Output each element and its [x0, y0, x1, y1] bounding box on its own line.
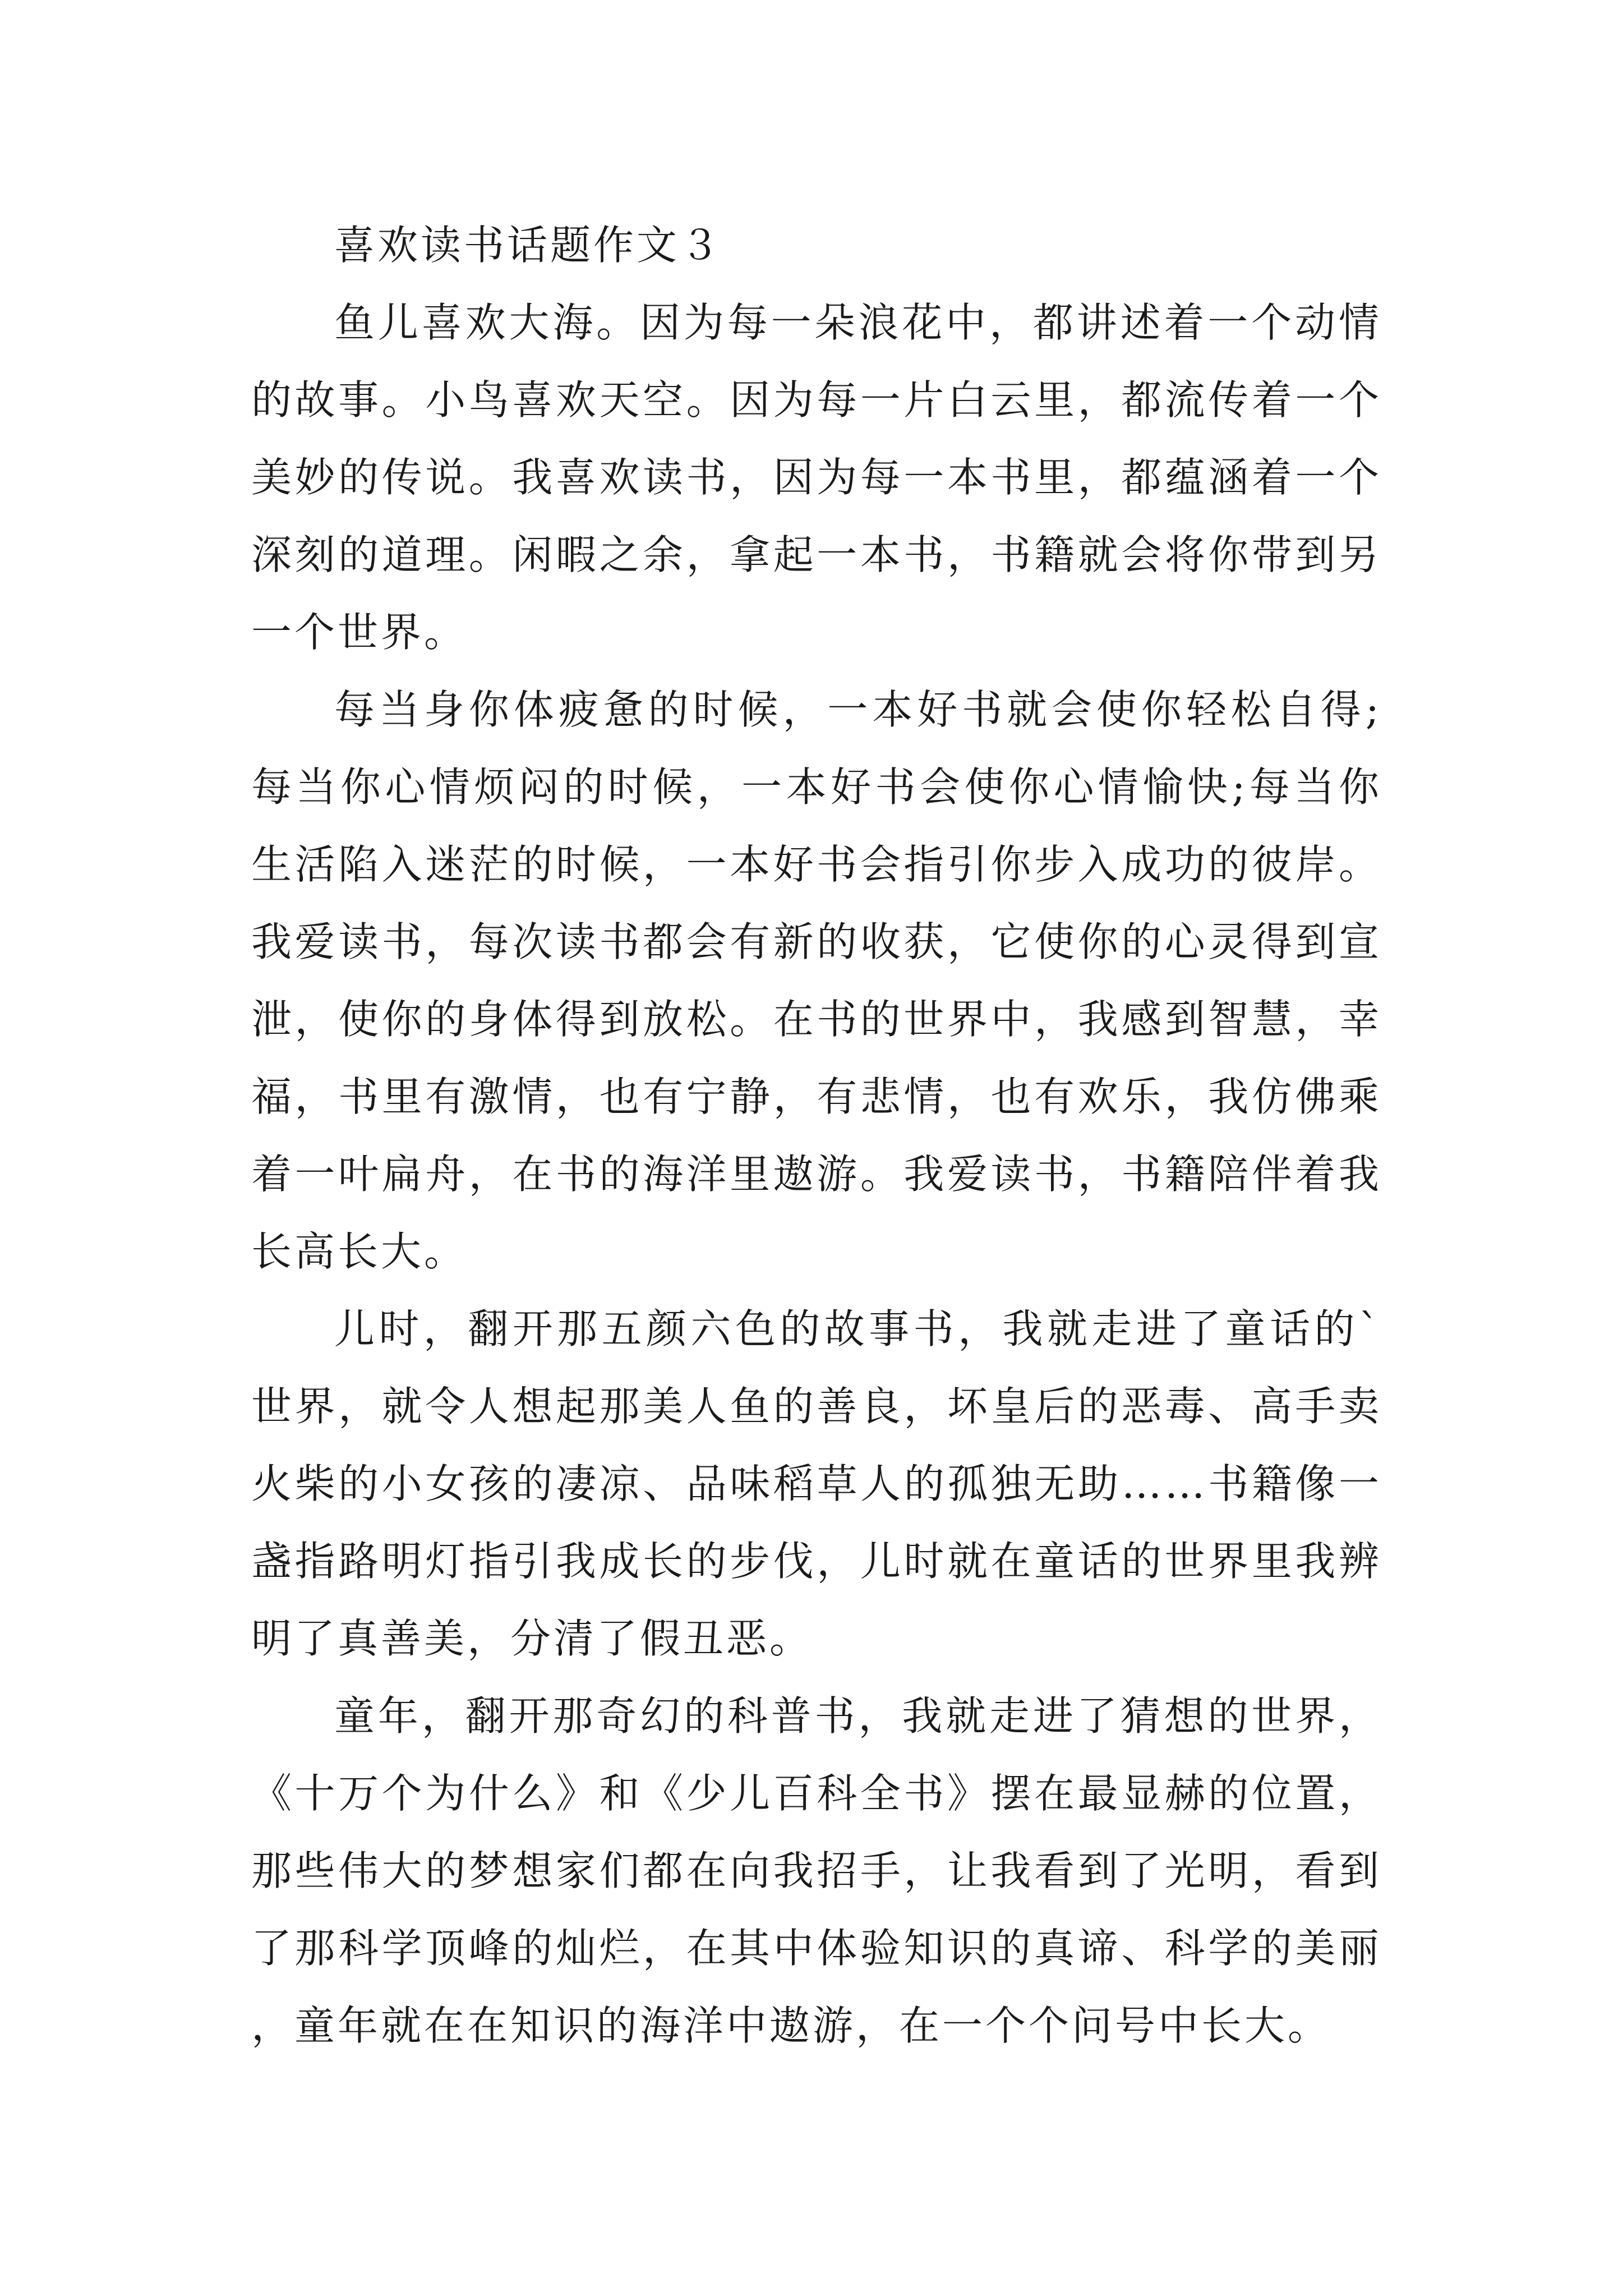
paragraph-1: 鱼儿喜欢大海。因为每一朵浪花中，都讲述着一个动情的故事。小鸟喜欢天空。因为每一片白云里，都流传着一个美妙的传说。我喜欢读书，因为每一本书里，都蕴涵着一个深刻的道理。闲暇之余，拿起一本书，书籍就会将你带到另一个世界。 — [251, 299, 1382, 656]
document-body — [251, 206, 1382, 2064]
paragraph-3: 儿时，翻开那五颜六色的故事书，我就走进了童话的`世界，就令人想起那美人鱼的善良，坏皇后的恶毒、高手卖火柴的小女孩的凄凉、品味稻草人的孤独无助……书籍像一盏指路明灯指引我成长的步伐，儿时就在童话的世界里我辨明了真善美，分清了假丑恶。 — [251, 1305, 1382, 1662]
document-title: 喜欢读书话题作文３ — [334, 222, 723, 269]
paragraph-4: 童年，翻开那奇幻的科普书，我就走进了猜想的世界，《十万个为什么》和《少儿百科全书》摆在最显赫的位置，那些伟大的梦想家们都在向我招手，让我看到了光明，看到了那科学顶峰的灿烂，在其中体验知识的真谛、科学的美丽，童年就在在知识的海洋中遨游，在一个个问号中长大。 — [251, 1692, 1382, 2049]
paragraph-2: 每当身你体疲惫的时候，一本好书就会使你轻松自得;每当你心情烦闷的时候，一本好书会使你心情愉快;每当你生活陷入迷茫的时候，一本好书会指引你步入成功的彼岸。我爱读书，每次读书都会有新的收获，它使你的心灵得到宣泄，使你的身体得到放松。在书的世界中，我感到智慧，幸福，书里有激情，也有宁静，有悲情，也有欢乐，我仿佛乘着一叶扁舟，在书的海洋里遨游。我爱读书，书籍陪伴着我长高长大。 — [251, 686, 1382, 1275]
